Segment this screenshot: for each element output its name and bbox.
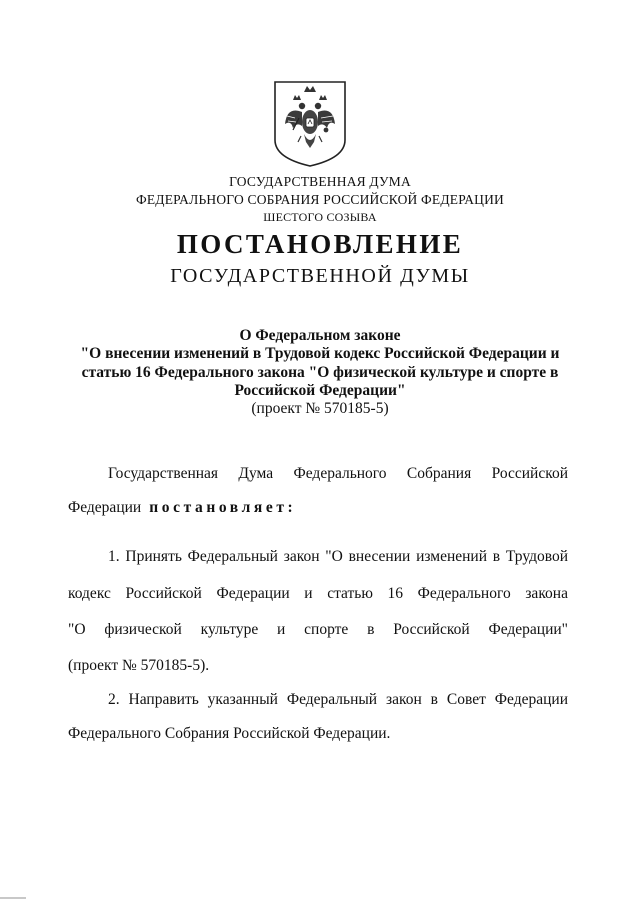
issuer-line-2: ФЕДЕРАЛЬНОГО СОБРАНИЯ РОССИЙСКОЙ ФЕДЕРАЦИИ — [136, 192, 504, 207]
coat-of-arms-icon — [273, 80, 347, 168]
title-line-4: Российской Федерации" — [234, 382, 406, 399]
item-1-line-3: "О физической культуре и спорте в Российской Федерации" — [68, 621, 568, 638]
document-type: ПОСТАНОВЛЕНИЕ — [176, 229, 464, 259]
document-issuer: ГОСУДАРСТВЕННОЙ ДУМЫ — [170, 265, 470, 287]
item-1-line-2: кодекс Российской Федерации и статью 16 Федерального закона — [68, 585, 568, 602]
title-line-1: О Федеральном законе — [239, 327, 401, 344]
bill-number: (проект № 570185-5) — [251, 400, 389, 417]
title-line-3: статью 16 Федерального закона "О физической культуре и спорте в — [81, 364, 559, 381]
title-line-2: "О внесении изменений в Трудовой кодекс Российской Федерации и — [80, 345, 560, 362]
convocation-line: ШЕСТОГО СОЗЫВА — [263, 210, 377, 224]
resolves-verb: постановляет: — [149, 499, 297, 516]
item-1-line-4: (проект № 570185-5). — [68, 657, 210, 674]
item-2-line-2: Федерального Собрания Российской Федерации. — [68, 725, 391, 742]
item-2-line-1: 2. Направить указанный Федеральный закон в Совет Федерации — [108, 691, 568, 708]
item-1-line-1: 1. Принять Федеральный закон "О внесении изменений в Трудовой — [108, 548, 568, 565]
preamble-line-2 — [68, 498, 568, 518]
preamble-line-1: Государственная Дума Федерального Собрания Российской — [108, 465, 568, 482]
issuer-line-1: ГОСУДАРСТВЕННАЯ ДУМА — [229, 174, 411, 189]
preamble-subject: Федерации — [68, 499, 142, 516]
scan-artifact — [0, 897, 26, 899]
